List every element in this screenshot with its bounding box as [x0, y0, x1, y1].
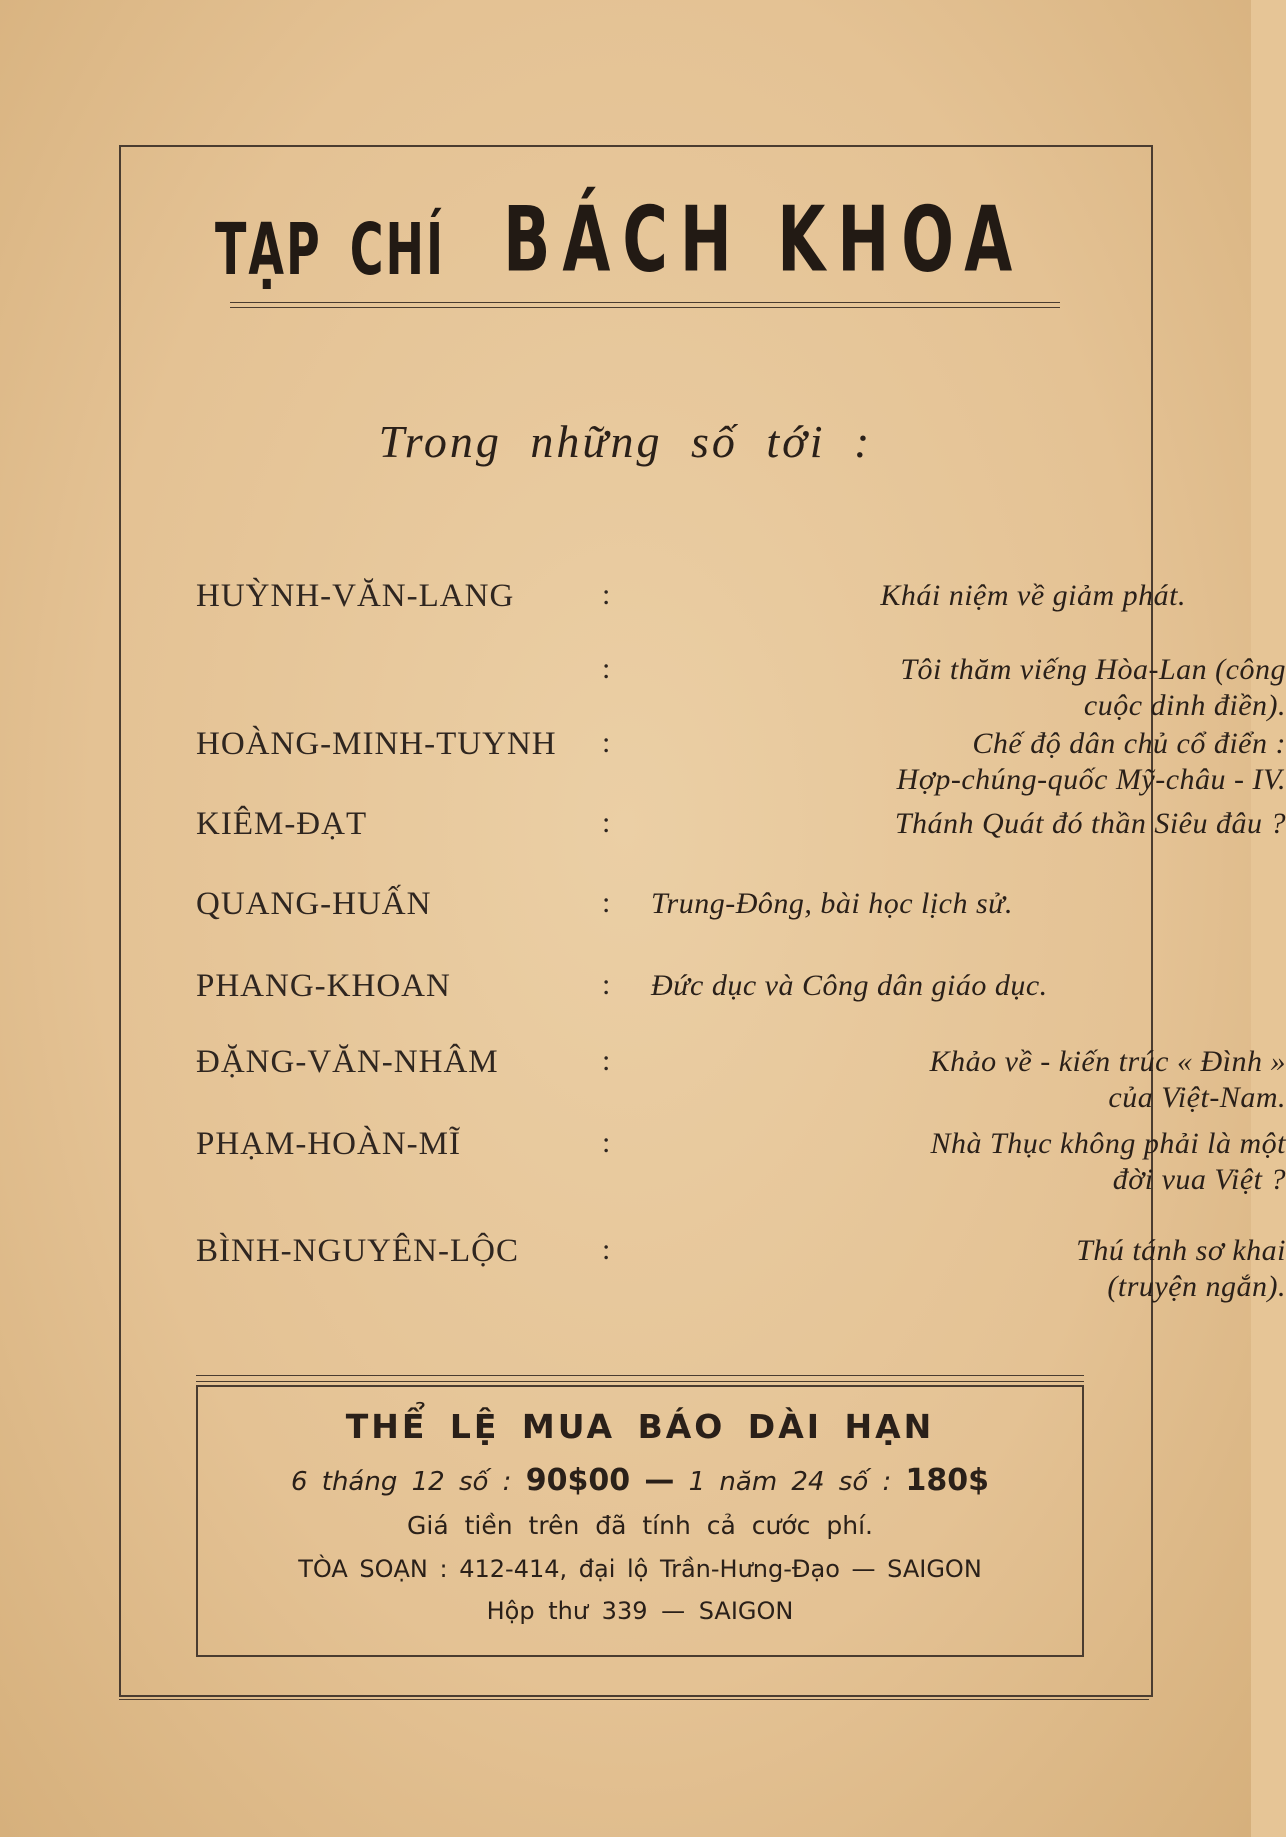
subscription-rule — [196, 1375, 1084, 1382]
toc-colon: : — [602, 886, 611, 919]
subscription-title: THỂ LỆ MUA BÁO DÀI HẠN — [345, 1407, 935, 1446]
toc-author: BÌNH-NGUYÊN-LỘC — [196, 1233, 519, 1269]
toc-author: HOÀNG-MINH-TUYNH — [196, 726, 557, 762]
toc-author: QUANG-HUẤN — [196, 886, 432, 922]
toc-colon: : — [602, 1126, 611, 1159]
toc-colon: : — [602, 726, 611, 759]
toc-colon: : — [602, 652, 611, 685]
toc-article-title: Khái niệm về giảm phát. — [880, 579, 1186, 612]
toc-author: ĐẶNG-VĂN-NHÂM — [196, 1044, 499, 1080]
toc-article-title: Đức dục và Công dân giáo dục. — [651, 969, 1048, 1002]
section-subtitle: Trong những số tới : — [378, 416, 873, 467]
toc-article-title: Tôi thăm viếng Hòa-Lan (công cuộc dinh điền). — [900, 653, 1286, 722]
six-months-label: 6 tháng 12 số : — [290, 1467, 512, 1497]
masthead-word-chi: CHÍ — [349, 207, 446, 292]
toc-colon: : — [602, 1044, 611, 1077]
subscription-prices — [198, 1463, 1082, 1498]
editorial-address: TÒA SOẠN : 412-414, đại lộ Trần-Hưng-Đạo — SAIGON — [298, 1555, 982, 1583]
toc-article-title: Thánh Quát đó thần Siêu đâu ? — [894, 807, 1286, 840]
masthead-word-tap: TẠP — [215, 207, 322, 292]
toc-author: PHẠM-HOÀN-MĨ — [196, 1126, 461, 1162]
postage-note: Giá tiền trên đã tính cả cước phí. — [407, 1511, 873, 1540]
price-separator: — — [644, 1463, 675, 1498]
po-box: Hộp thư 339 — SAIGON — [486, 1597, 794, 1625]
six-months-price: 90$00 — [525, 1463, 631, 1498]
toc-colon: : — [602, 1233, 611, 1266]
subscription-box — [196, 1385, 1084, 1657]
toc-article-title: Trung-Đông, bài học lịch sử. — [651, 887, 1014, 920]
frame-bottom-rule — [119, 1699, 1149, 1700]
masthead-title: BÁCH KHOA — [503, 186, 1025, 293]
toc-article-title: Khảo về - kiến trúc « Đình » của Việt-Nam. — [929, 1045, 1286, 1114]
toc-author: KIÊM-ĐẠT — [196, 806, 368, 842]
toc-article-title: Thú tánh sơ khai (truyện ngắn). — [1076, 1234, 1286, 1303]
toc-article-title: Nhà Thục không phải là một đời vua Việt ? — [930, 1127, 1286, 1196]
toc-colon: : — [602, 806, 611, 839]
masthead — [215, 185, 1065, 293]
toc-colon: : — [602, 578, 611, 611]
masthead-rule — [230, 302, 1060, 308]
one-year-label: 1 năm 24 số : — [688, 1467, 892, 1497]
toc-author: PHANG-KHOAN — [196, 968, 451, 1004]
one-year-price: 180$ — [905, 1463, 990, 1498]
toc-colon: : — [602, 968, 611, 1001]
toc-article-title: Chế độ dân chủ cổ điển : Hợp-chúng-quốc Mỹ-châu - IV. — [896, 727, 1286, 796]
toc-author: HUỲNH-VĂN-LANG — [196, 578, 515, 614]
